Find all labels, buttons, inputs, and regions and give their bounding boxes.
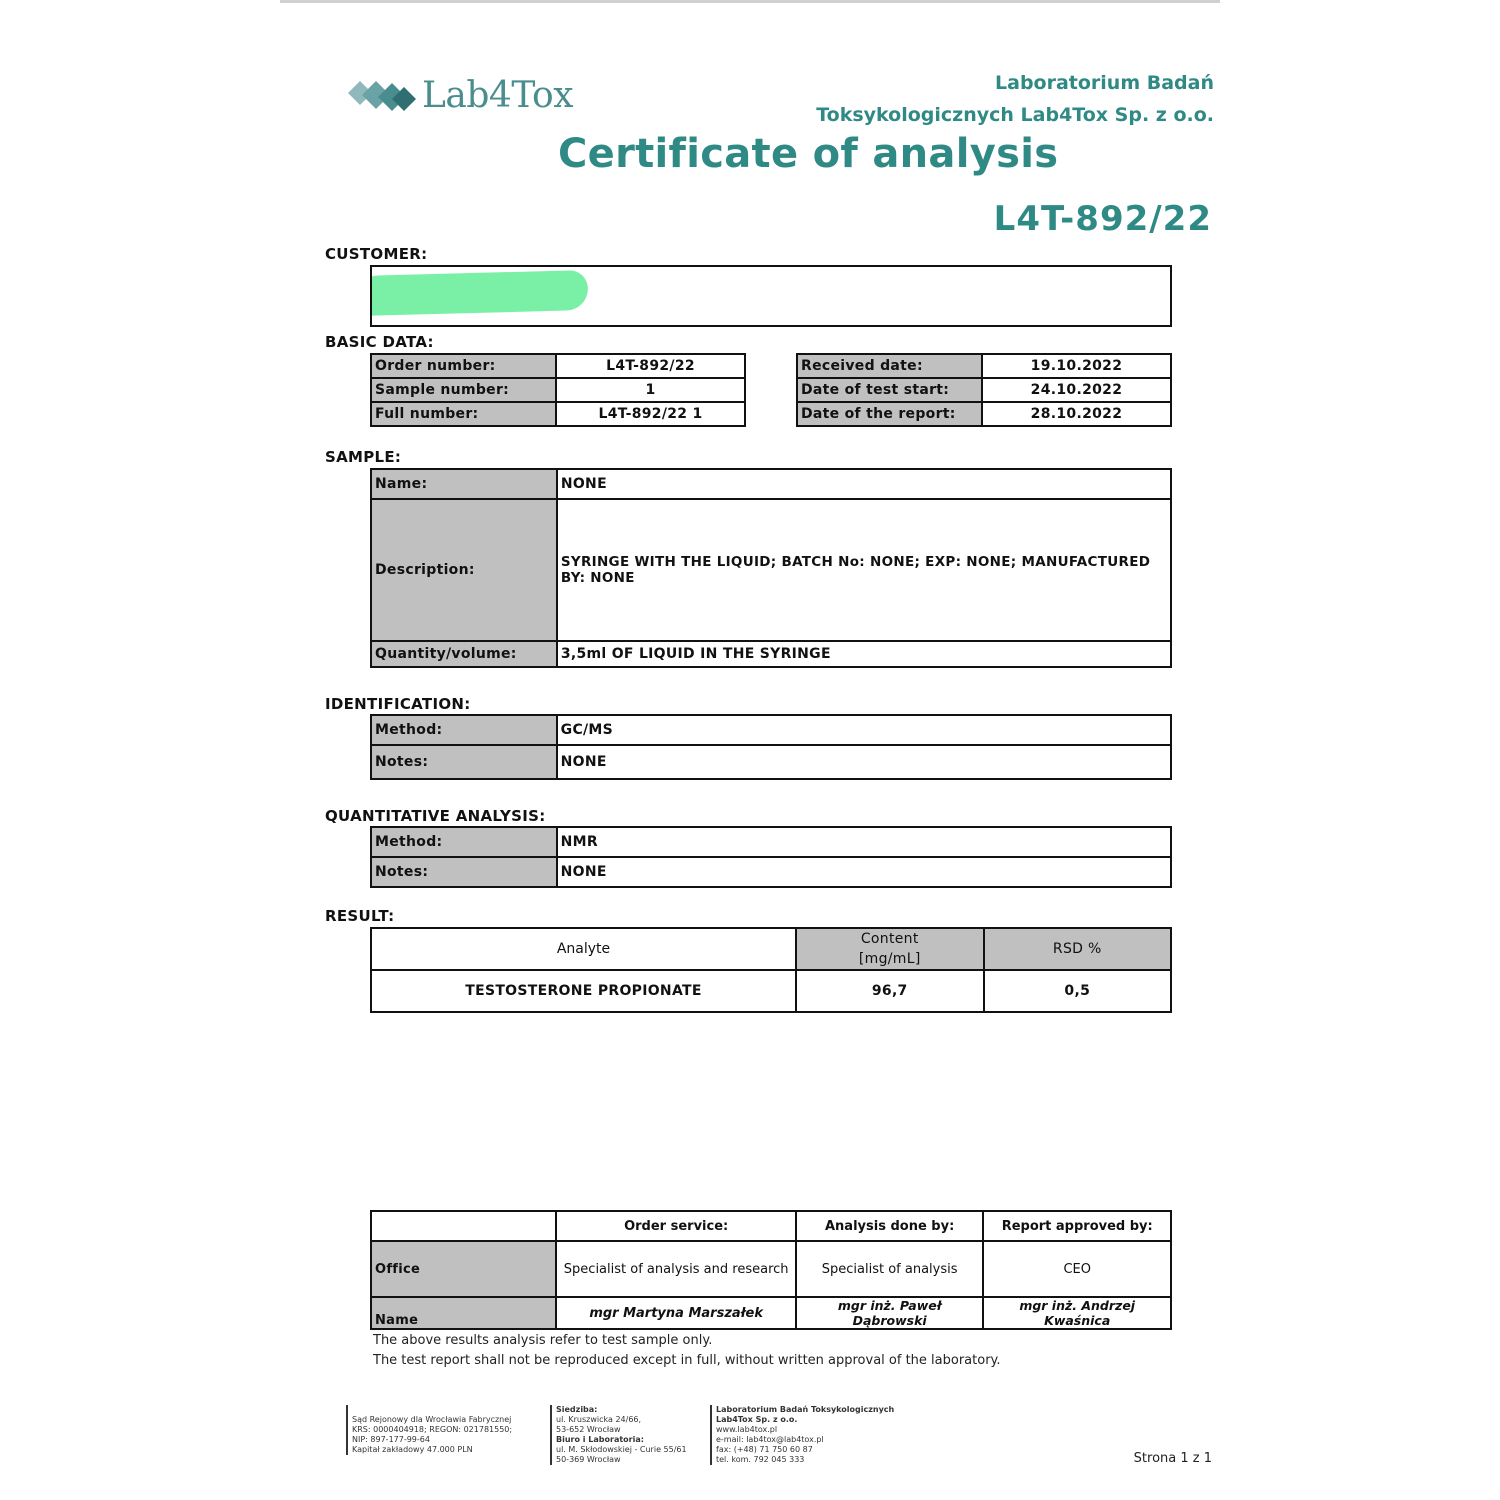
table-row: [797, 354, 1171, 378]
lab-name-line2: Toksykologicznych Lab4Tox Sp. z o.o.: [816, 104, 1214, 126]
table-row: [371, 857, 1171, 887]
logo-text: Lab4Tox: [422, 74, 574, 116]
footer-contact-line: Laboratorium Badań Toksykologicznych: [716, 1405, 895, 1414]
footer-address-line: Siedziba:: [556, 1405, 598, 1414]
content-column-header: [796, 928, 984, 970]
certificate-page: [280, 3, 1220, 1500]
full-number-label: Full number:: [371, 402, 556, 426]
footer-contact-line: www.lab4tox.pl: [716, 1425, 778, 1434]
disclaimer-line2: The test report shall not be reproduced except in full, without written approval of the laboratory.: [373, 1353, 1001, 1368]
table-row: [797, 402, 1171, 426]
diamonds-logo-icon: [346, 71, 420, 119]
sample-description-label: Description:: [371, 499, 557, 641]
lab-name-line1: Laboratorium Badań: [995, 72, 1214, 94]
customer-heading: CUSTOMER:: [325, 245, 428, 263]
table-row: [371, 402, 745, 426]
content-header-line1: Content: [860, 931, 919, 947]
result-table: [370, 927, 1172, 1013]
quantitative-table: [370, 826, 1172, 888]
redaction-mark: [370, 270, 588, 316]
table-row: [371, 1211, 1171, 1241]
sample-name-value: NONE: [557, 469, 1171, 499]
sample-table: [370, 468, 1172, 668]
full-number-value: L4T-892/22 1: [556, 402, 745, 426]
report-number: L4T-892/22: [993, 199, 1212, 239]
identification-method-label: Method:: [371, 715, 557, 745]
customer-box: [370, 265, 1172, 327]
report-date-value: 28.10.2022: [982, 402, 1171, 426]
test-start-label: Date of test start:: [797, 378, 982, 402]
disclaimer-notes: [373, 1331, 1001, 1371]
lab-name: [816, 67, 1214, 131]
lab4tox-logo: [346, 67, 573, 123]
office-order-service: Specialist of analysis and research: [556, 1241, 795, 1297]
signatures-corner-cell: [371, 1211, 556, 1241]
footer-contact-line: fax: (+48) 71 750 60 87: [716, 1445, 813, 1454]
quantitative-notes-value: NONE: [557, 857, 1171, 887]
received-date-value: 19.10.2022: [982, 354, 1171, 378]
footer-registry-line: Sąd Rejonowy dla Wrocławia Fabrycznej: [352, 1415, 512, 1424]
footer-address-line: 53-652 Wrocław: [556, 1425, 621, 1434]
footer-registry-line: Kapitał zakładowy 47.000 PLN: [352, 1445, 473, 1454]
office-approved: CEO: [983, 1241, 1171, 1297]
quantitative-method-label: Method:: [371, 827, 557, 857]
test-start-value: 24.10.2022: [982, 378, 1171, 402]
analyte-column-header: Analyte: [371, 928, 796, 970]
name-approved: mgr inż. Andrzej Kwaśnica: [983, 1297, 1171, 1329]
footer-address-line: ul. Kruszwicka 24/66,: [556, 1415, 642, 1424]
table-row: [371, 499, 1171, 641]
office-label: Office: [371, 1241, 556, 1297]
order-number-label: Order number:: [371, 354, 556, 378]
sample-heading: SAMPLE:: [325, 448, 402, 466]
report-date-label: Date of the report:: [797, 402, 982, 426]
identification-method-value: GC/MS: [557, 715, 1171, 745]
footer-address-line: 50-369 Wrocław: [556, 1455, 621, 1464]
signatures-table: [370, 1210, 1172, 1330]
footer-registry-line: NIP: 897-177-99-64: [352, 1435, 430, 1444]
table-row: [371, 827, 1171, 857]
footer-registry: [346, 1405, 512, 1455]
identification-heading: IDENTIFICATION:: [325, 695, 471, 713]
table-row: [371, 745, 1171, 779]
table-row: [371, 1241, 1171, 1297]
office-analysis: Specialist of analysis: [796, 1241, 984, 1297]
name-label: Name: [371, 1297, 556, 1329]
content-header-line2: [mg/mL]: [858, 951, 921, 967]
name-analysis: mgr inż. Paweł Dąbrowski: [796, 1297, 984, 1329]
content-value: 96,7: [796, 970, 984, 1012]
footer-registry-line: KRS: 0000404918; REGON: 021781550;: [352, 1425, 513, 1434]
identification-table: [370, 714, 1172, 780]
disclaimer-line1: The above results analysis refer to test sample only.: [373, 1333, 713, 1348]
quantitative-method-value: NMR: [557, 827, 1171, 857]
footer-contact-line: tel. kom. 792 045 333: [716, 1455, 805, 1464]
table-row: [371, 928, 1171, 970]
footer-contact-line: Lab4Tox Sp. z o.o.: [716, 1415, 798, 1424]
page-title: Certificate of analysis: [558, 131, 1059, 177]
order-service-header: Order service:: [556, 1211, 795, 1241]
sample-quantity-label: Quantity/volume:: [371, 641, 557, 667]
page-number: Strona 1 z 1: [1133, 1451, 1212, 1466]
name-order-service: mgr Martyna Marszałek: [556, 1297, 795, 1329]
footer-contact-line: e-mail: lab4tox@lab4tox.pl: [716, 1435, 824, 1444]
table-row: [371, 641, 1171, 667]
footer-address-line: Biuro i Laboratoria:: [556, 1435, 644, 1444]
footer-address: [550, 1405, 687, 1465]
table-row: [371, 469, 1171, 499]
basic-data-right-table: [796, 353, 1172, 427]
analysis-done-header: Analysis done by:: [796, 1211, 984, 1241]
result-heading: RESULT:: [325, 907, 395, 925]
order-number-value: L4T-892/22: [556, 354, 745, 378]
rsd-value: 0,5: [984, 970, 1171, 1012]
sample-name-label: Name:: [371, 469, 557, 499]
quantitative-notes-label: Notes:: [371, 857, 557, 887]
sample-description-value: SYRINGE WITH THE LIQUID; BATCH No: NONE; EXP: NONE; MANUFACTURED BY: NONE: [557, 499, 1171, 641]
basic-data-heading: BASIC DATA:: [325, 333, 434, 351]
identification-notes-label: Notes:: [371, 745, 557, 779]
rsd-column-header: RSD %: [984, 928, 1171, 970]
report-approved-header: Report approved by:: [983, 1211, 1171, 1241]
received-date-label: Received date:: [797, 354, 982, 378]
table-row: [371, 715, 1171, 745]
table-row: [371, 1297, 1171, 1329]
footer-contact: [710, 1405, 894, 1465]
sample-quantity-value: 3,5ml OF LIQUID IN THE SYRINGE: [557, 641, 1171, 667]
table-row: [371, 378, 745, 402]
identification-notes-value: NONE: [557, 745, 1171, 779]
sample-number-label: Sample number:: [371, 378, 556, 402]
analyte-value: TESTOSTERONE PROPIONATE: [371, 970, 796, 1012]
basic-data-left-table: [370, 353, 746, 427]
table-row: [371, 970, 1171, 1012]
quantitative-heading: QUANTITATIVE ANALYSIS:: [325, 807, 546, 825]
footer-address-line: ul. M. Skłodowskiej - Curie 55/61: [556, 1445, 687, 1454]
table-row: [371, 354, 745, 378]
table-row: [797, 378, 1171, 402]
sample-number-value: 1: [556, 378, 745, 402]
